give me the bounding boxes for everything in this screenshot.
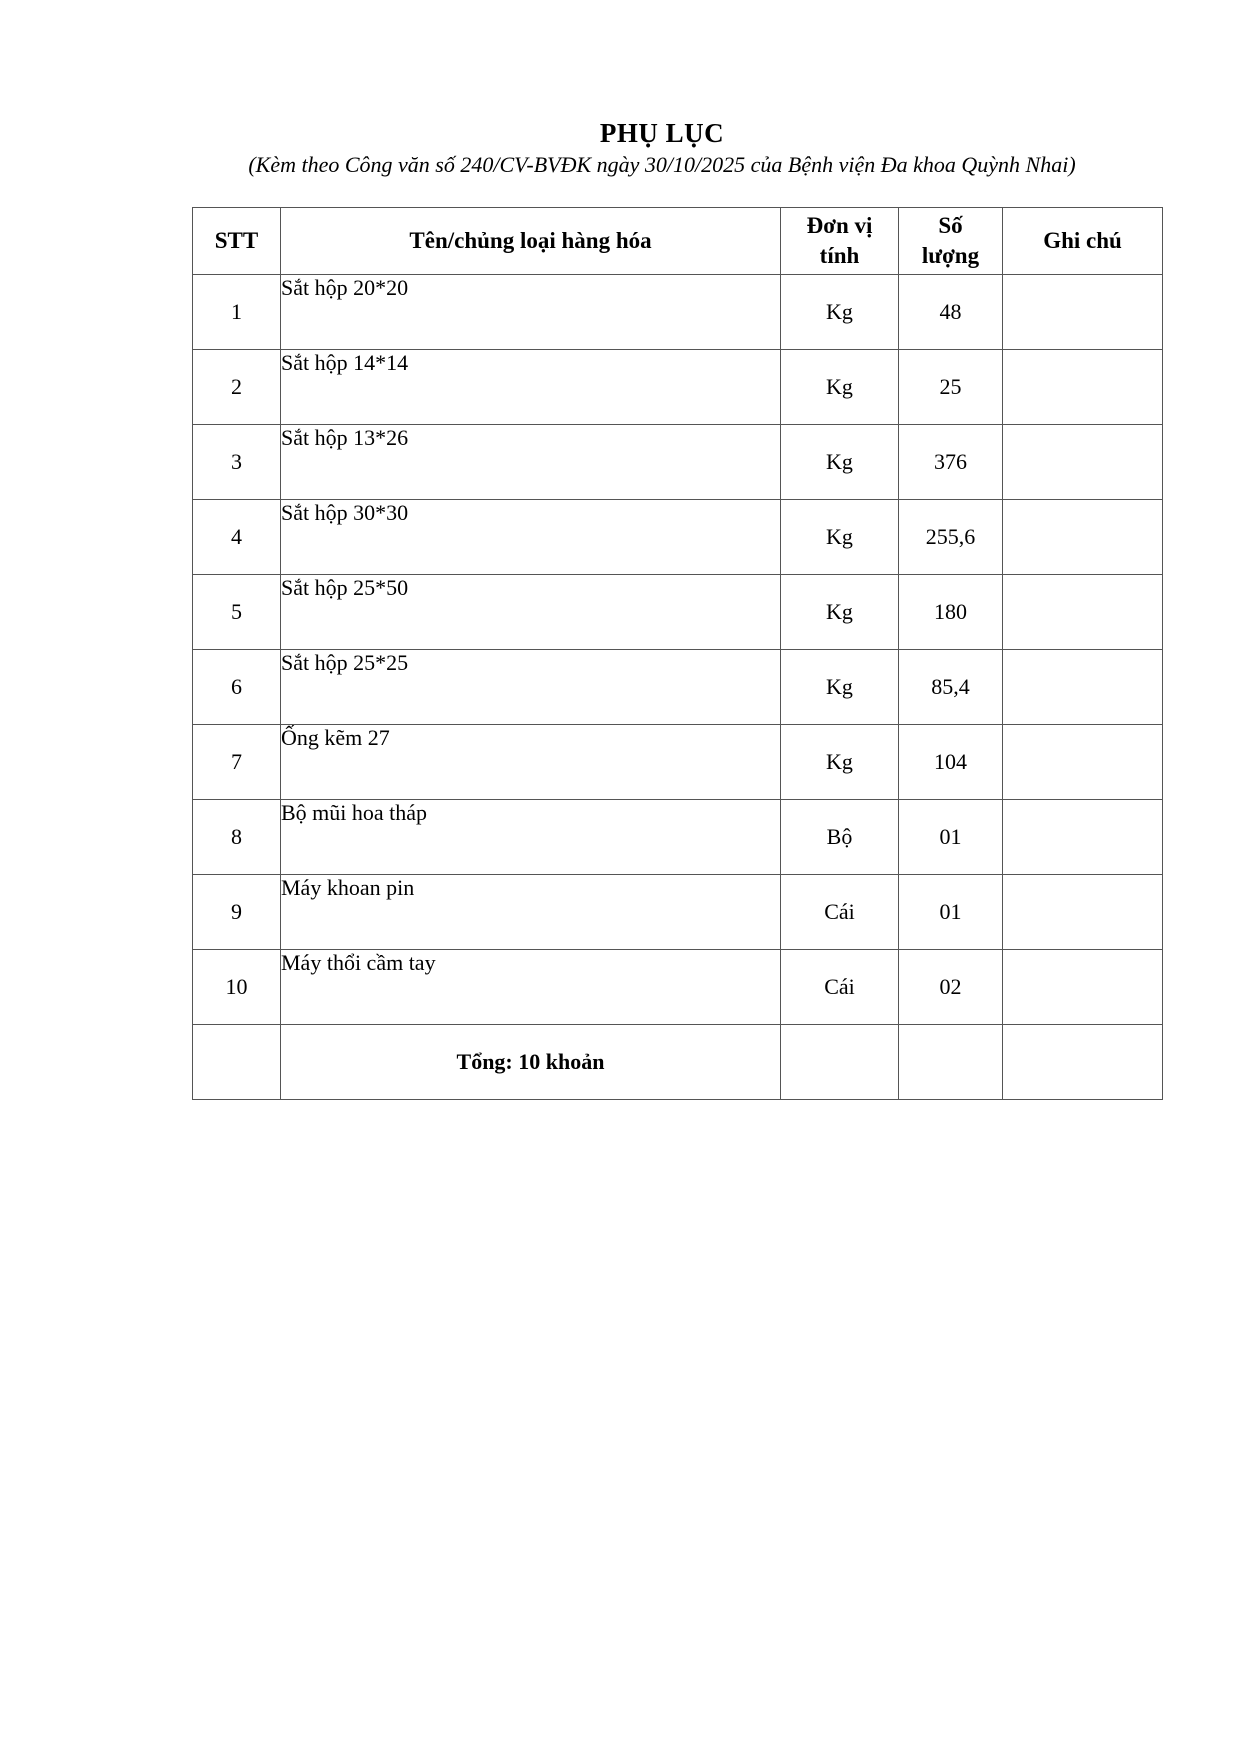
row-unit: Kg: [781, 425, 899, 500]
row-stt: 7: [193, 725, 281, 800]
table-total-row: [193, 1025, 1163, 1100]
header-unit-line2: tính: [819, 243, 860, 268]
row-unit: Kg: [781, 275, 899, 350]
row-unit: Kg: [781, 500, 899, 575]
header-qty-line2: lượng: [921, 243, 980, 268]
row-note: [1003, 950, 1163, 1025]
document-title: PHỤ LỤC: [599, 118, 725, 148]
header-note: Ghi chú: [1003, 208, 1163, 275]
row-name: Sắt hộp 20*20: [281, 275, 781, 350]
total-note-cell: [1003, 1025, 1163, 1100]
table-row: [193, 725, 1163, 800]
row-unit: Cái: [781, 950, 899, 1025]
row-unit: Kg: [781, 350, 899, 425]
row-qty: 180: [899, 575, 1003, 650]
row-stt: 5: [193, 575, 281, 650]
row-qty: 01: [899, 875, 1003, 950]
header-unit: [781, 208, 899, 275]
row-name: Sắt hộp 30*30: [281, 500, 781, 575]
row-stt: 3: [193, 425, 281, 500]
document-subtitle: (Kèm theo Công văn số 240/CV-BVĐK ngày 30/10/2025 của Bệnh viện Đa khoa Quỳnh Nhai): [248, 152, 1076, 177]
row-name: Sắt hộp 25*25: [281, 650, 781, 725]
row-name: Máy khoan pin: [281, 875, 781, 950]
row-unit: Bộ: [781, 800, 899, 875]
row-qty: 02: [899, 950, 1003, 1025]
row-note: [1003, 575, 1163, 650]
row-unit: Kg: [781, 650, 899, 725]
row-note: [1003, 650, 1163, 725]
header-stt: STT: [193, 208, 281, 275]
row-note: [1003, 800, 1163, 875]
row-stt: 8: [193, 800, 281, 875]
row-qty: 25: [899, 350, 1003, 425]
row-qty: 01: [899, 800, 1003, 875]
header-name: Tên/chủng loại hàng hóa: [281, 208, 781, 275]
row-qty: 104: [899, 725, 1003, 800]
goods-table: [192, 207, 1163, 1100]
row-unit: Kg: [781, 725, 899, 800]
row-name: Ống kẽm 27: [281, 725, 781, 800]
row-unit: Cái: [781, 875, 899, 950]
row-stt: 6: [193, 650, 281, 725]
row-note: [1003, 725, 1163, 800]
row-qty: 85,4: [899, 650, 1003, 725]
row-note: [1003, 350, 1163, 425]
row-note: [1003, 500, 1163, 575]
row-note: [1003, 275, 1163, 350]
table-header-row: [193, 208, 1163, 275]
table-row: [193, 950, 1163, 1025]
row-unit: Kg: [781, 575, 899, 650]
total-label: Tổng: 10 khoản: [281, 1025, 781, 1100]
row-name: Bộ mũi hoa tháp: [281, 800, 781, 875]
total-stt-cell: [193, 1025, 281, 1100]
table-row: [193, 875, 1163, 950]
row-stt: 10: [193, 950, 281, 1025]
row-stt: 9: [193, 875, 281, 950]
header-qty-line1: Số: [938, 213, 963, 238]
total-qty-cell: [899, 1025, 1003, 1100]
table-row: [193, 575, 1163, 650]
table-row: [193, 425, 1163, 500]
row-stt: 4: [193, 500, 281, 575]
table-row: [193, 800, 1163, 875]
table-row: [193, 350, 1163, 425]
row-name: Sắt hộp 14*14: [281, 350, 781, 425]
row-qty: 48: [899, 275, 1003, 350]
table-row: [193, 275, 1163, 350]
header-qty: [899, 208, 1003, 275]
row-stt: 2: [193, 350, 281, 425]
total-unit-cell: [781, 1025, 899, 1100]
row-qty: 255,6: [899, 500, 1003, 575]
header-unit-line1: Đơn vị: [806, 213, 873, 238]
row-stt: 1: [193, 275, 281, 350]
table-row: [193, 650, 1163, 725]
table-row: [193, 500, 1163, 575]
row-name: Máy thổi cầm tay: [281, 950, 781, 1025]
row-note: [1003, 875, 1163, 950]
row-name: Sắt hộp 13*26: [281, 425, 781, 500]
row-note: [1003, 425, 1163, 500]
row-name: Sắt hộp 25*50: [281, 575, 781, 650]
row-qty: 376: [899, 425, 1003, 500]
